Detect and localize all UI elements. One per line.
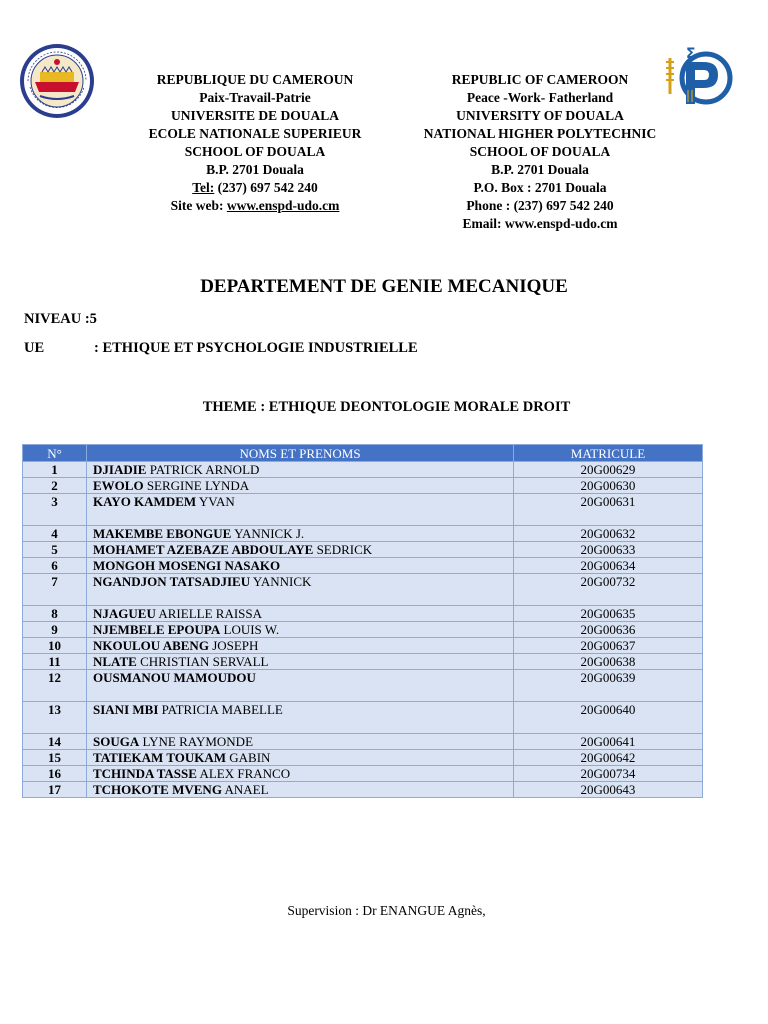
- university-of-douala-seal-logo: [18, 42, 96, 120]
- table-row: [23, 606, 703, 622]
- header-line: SCHOOL OF DOUALA: [469, 144, 611, 159]
- student-name-cell: [87, 766, 514, 782]
- header-line: B.P. 2701 Douala: [491, 162, 589, 177]
- student-given-names: SEDRICK: [313, 542, 373, 557]
- matricule-cell: 20G00633: [514, 542, 703, 558]
- row-number-cell: 13: [23, 702, 87, 734]
- student-name-cell: [87, 654, 514, 670]
- table-body: [23, 462, 703, 798]
- supervision-note: Supervision : Dr ENANGUE Agnès,: [287, 903, 486, 918]
- row-number-cell: 16: [23, 766, 87, 782]
- student-name-cell: [87, 494, 514, 526]
- student-surname: SIANI MBI: [93, 702, 159, 717]
- header-english-block: [395, 71, 685, 233]
- header-line: REPUBLIC OF CAMEROON: [451, 72, 629, 87]
- student-name-cell: [87, 542, 514, 558]
- row-number-cell: 15: [23, 750, 87, 766]
- matricule-cell: 20G00641: [514, 734, 703, 750]
- header-french-block: [110, 71, 400, 215]
- student-name-cell: [87, 574, 514, 606]
- matricule-cell: 20G00631: [514, 494, 703, 526]
- student-given-names: LYNE RAYMONDE: [139, 734, 254, 749]
- student-name-cell: [87, 702, 514, 734]
- header-line: Paix-Travail-Patrie: [199, 90, 311, 105]
- table-row: [23, 766, 703, 782]
- student-surname: TATIEKAM TOUKAM: [93, 750, 227, 765]
- row-number-cell: 4: [23, 526, 87, 542]
- header-line: Peace -Work- Fatherland: [466, 90, 614, 105]
- student-given-names: YANNICK: [250, 574, 312, 589]
- website-label: Site web:: [170, 198, 227, 213]
- svg-text:Σ: Σ: [686, 46, 696, 62]
- table-row: [23, 558, 703, 574]
- matricule-cell: 20G00632: [514, 526, 703, 542]
- row-number-cell: 2: [23, 478, 87, 494]
- header-line: ECOLE NATIONALE SUPERIEUR: [148, 126, 362, 141]
- matricule-cell: 20G00630: [514, 478, 703, 494]
- header-line: UNIVERSITE DE DOUALA: [170, 108, 340, 123]
- ue-value: : ETHIQUE ET PSYCHOLOGIE INDUSTRIELLE: [94, 340, 418, 356]
- student-name-cell: [87, 782, 514, 798]
- column-header-names: NOMS ET PRENOMS: [87, 445, 514, 462]
- table-row: [23, 542, 703, 558]
- student-roster-table: [22, 444, 703, 798]
- table-row: [23, 622, 703, 638]
- matricule-cell: 20G00734: [514, 766, 703, 782]
- student-given-names: LOUIS W.: [220, 622, 280, 637]
- header-line: Email: www.enspd-udo.cm: [462, 216, 618, 231]
- column-header-number: N°: [23, 445, 87, 462]
- header-line: UNIVERSITY OF DOUALA: [456, 108, 624, 123]
- table-row: [23, 462, 703, 478]
- row-number-cell: 17: [23, 782, 87, 798]
- student-surname: NLATE: [93, 654, 137, 669]
- student-surname: NJAGUEU: [93, 606, 156, 621]
- row-number-cell: 6: [23, 558, 87, 574]
- student-surname: NGANDJON TATSADJIEU: [93, 574, 251, 589]
- student-given-names: SERGINE LYNDA: [143, 478, 250, 493]
- tel-value: (237) 697 542 240: [214, 180, 318, 195]
- header-line: P.O. Box : 2701 Douala: [473, 180, 607, 195]
- ue-label: UE: [24, 340, 45, 356]
- student-name-cell: [87, 670, 514, 702]
- row-number-cell: 5: [23, 542, 87, 558]
- student-name-cell: [87, 638, 514, 654]
- student-name-cell: [87, 462, 514, 478]
- student-name-cell: [87, 606, 514, 622]
- row-number-cell: 10: [23, 638, 87, 654]
- course-unit-line: [24, 340, 418, 357]
- table-row: [23, 494, 703, 526]
- header-line: Phone : (237) 697 542 240: [466, 198, 614, 213]
- table-row: [23, 670, 703, 702]
- student-surname: EWOLO: [93, 478, 144, 493]
- student-name-cell: [87, 622, 514, 638]
- table-row: [23, 526, 703, 542]
- student-given-names: ARIELLE RAISSA: [155, 606, 263, 621]
- matricule-cell: 20G00643: [514, 782, 703, 798]
- table-row: [23, 782, 703, 798]
- theme-title: THEME : ETHIQUE DEONTOLOGIE MORALE DROIT: [202, 399, 571, 415]
- department-title: DEPARTEMENT DE GENIE MECANIQUE: [200, 276, 568, 297]
- student-surname: KAYO KAMDEM: [93, 494, 197, 509]
- table-row: [23, 750, 703, 766]
- student-surname: TCHOKOTE MVENG: [93, 782, 222, 797]
- row-number-cell: 3: [23, 494, 87, 526]
- table-row: [23, 734, 703, 750]
- row-number-cell: 12: [23, 670, 87, 702]
- table-header-row: [23, 445, 703, 462]
- student-surname: MONGOH MOSENGI NASAKO: [93, 558, 281, 573]
- student-surname: TCHINDA TASSE: [93, 766, 197, 781]
- row-number-cell: 7: [23, 574, 87, 606]
- student-given-names: GABIN: [226, 750, 271, 765]
- student-surname: DJIADIE: [93, 462, 147, 477]
- student-surname: SOUGA: [93, 734, 140, 749]
- table-row: [23, 638, 703, 654]
- student-given-names: ALEX FRANCO: [196, 766, 291, 781]
- website-link[interactable]: www.enspd-udo.cm: [226, 198, 340, 213]
- student-given-names: YANNICK J.: [231, 526, 305, 541]
- table-row: [23, 654, 703, 670]
- header-line: B.P. 2701 Douala: [206, 162, 304, 177]
- level-label: NIVEAU :5: [24, 311, 97, 327]
- header-phone-line: [110, 179, 400, 197]
- row-number-cell: 8: [23, 606, 87, 622]
- matricule-cell: 20G00640: [514, 702, 703, 734]
- student-given-names: JOSEPH: [208, 638, 259, 653]
- matricule-cell: 20G00638: [514, 654, 703, 670]
- table-row: [23, 702, 703, 734]
- table-row: [23, 478, 703, 494]
- student-surname: MAKEMBE EBONGUE: [93, 526, 232, 541]
- matricule-cell: 20G00635: [514, 606, 703, 622]
- table-row: [23, 574, 703, 606]
- tel-label: Tel:: [192, 180, 215, 195]
- student-name-cell: [87, 478, 514, 494]
- matricule-cell: 20G00629: [514, 462, 703, 478]
- student-name-cell: [87, 750, 514, 766]
- header-line: SCHOOL OF DOUALA: [184, 144, 326, 159]
- student-given-names: YVAN: [196, 494, 235, 509]
- matricule-cell: 20G00732: [514, 574, 703, 606]
- student-name-cell: [87, 526, 514, 542]
- matricule-cell: 20G00639: [514, 670, 703, 702]
- column-header-matricule: MATRICULE: [514, 445, 703, 462]
- student-surname: OUSMANOU MAMOUDOU: [93, 670, 256, 685]
- student-given-names: PATRICIA MABELLE: [158, 702, 283, 717]
- row-number-cell: 11: [23, 654, 87, 670]
- student-surname: MOHAMET AZEBAZE ABDOULAYE: [93, 542, 314, 557]
- row-number-cell: 9: [23, 622, 87, 638]
- student-given-names: ANAEL: [221, 782, 269, 797]
- header-website-line: [110, 197, 400, 215]
- matricule-cell: 20G00637: [514, 638, 703, 654]
- row-number-cell: 14: [23, 734, 87, 750]
- row-number-cell: 1: [23, 462, 87, 478]
- student-given-names: PATRICK ARNOLD: [146, 462, 260, 477]
- student-surname: NKOULOU ABENG: [93, 638, 209, 653]
- student-given-names: CHRISTIAN SERVALL: [136, 654, 269, 669]
- header-line: REPUBLIQUE DU CAMEROUN: [156, 72, 354, 87]
- matricule-cell: 20G00642: [514, 750, 703, 766]
- student-surname: NJEMBELE EPOUPA: [93, 622, 221, 637]
- matricule-cell: 20G00636: [514, 622, 703, 638]
- header-line: NATIONAL HIGHER POLYTECHNIC: [423, 126, 657, 141]
- student-name-cell: [87, 558, 514, 574]
- student-name-cell: [87, 734, 514, 750]
- matricule-cell: 20G00634: [514, 558, 703, 574]
